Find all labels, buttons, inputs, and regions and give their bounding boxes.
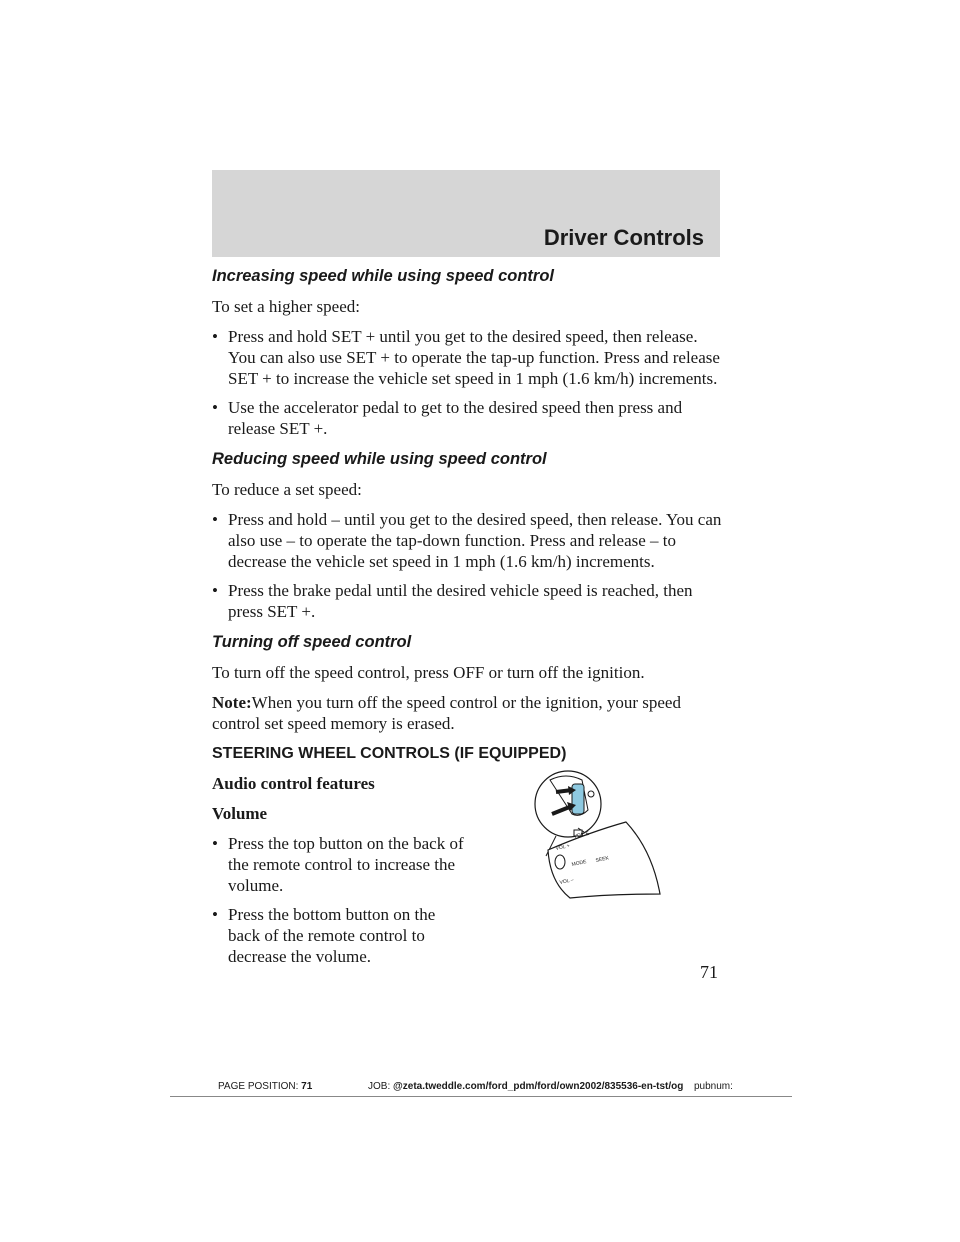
list-item: • Use the accelerator pedal to get to the desired speed then press and release SET +. <box>212 398 683 438</box>
heading-turning-off: Turning off speed control <box>212 633 412 651</box>
heading-reducing-speed: Reducing speed while using speed control <box>212 450 547 468</box>
note-text: When you turn off the speed control or the ignition, your speed control set speed memory is erased. <box>212 693 681 733</box>
seek-label: SEEK <box>595 855 610 864</box>
bullet-icon: • <box>212 327 218 346</box>
note-paragraph <box>212 692 722 734</box>
heading-increasing-speed: Increasing speed while using speed control <box>212 267 554 285</box>
heading-steering-wheel-controls: STEERING WHEEL CONTROLS (IF EQUIPPED) <box>212 745 567 762</box>
mode-button-icon <box>555 855 565 869</box>
list-item: • Press the bottom button on the back of the remote control to decrease the volume. <box>212 905 436 966</box>
job-id: JOB: @zeta.tweddle.com/ford_pdm/ford/own2002/835536-en-tst/og <box>368 1081 684 1092</box>
list-item: • Press and hold – until you get to the desired speed, then release. You can also use – to operate the tap-down function. Press and release – to decrease the vehicle set speed in 1 mph (1.6 km/h) increments. <box>212 510 722 571</box>
voice-label: VOICE <box>573 830 590 840</box>
vol-up-label: VOL + <box>555 843 571 852</box>
volume-heading: Volume <box>212 804 268 823</box>
footer-divider <box>170 1096 792 1097</box>
header-band <box>212 170 720 257</box>
pubnum: pubnum: <box>694 1081 733 1092</box>
reducing-list <box>212 509 722 622</box>
audio-control-heading: Audio control features <box>212 774 375 793</box>
turning-off-text: To turn off the speed control, press OFF or turn off the ignition. <box>212 663 645 682</box>
page-number: 71 <box>700 962 718 982</box>
increasing-list <box>212 326 722 439</box>
reducing-intro: To reduce a set speed: <box>212 480 362 499</box>
page-position: PAGE POSITION: 71 <box>218 1081 313 1092</box>
list-item: • Press and hold SET + until you get to the desired speed, then release. You can also use SET + to operate the tap-up function. Press and release SET + to increase the vehicle set speed in 1 mph (1.6 km/h) increments. <box>212 327 720 388</box>
volume-list <box>212 833 470 967</box>
bullet-icon: • <box>212 581 218 600</box>
bullet-icon: • <box>212 905 218 924</box>
bullet-icon: • <box>212 834 218 853</box>
increasing-intro: To set a higher speed: <box>212 297 360 316</box>
vol-down-label: VOL – <box>559 877 575 886</box>
mode-label: MODE <box>571 858 588 868</box>
list-item: • Press the brake pedal until the desired vehicle speed is reached, then press SET +. <box>212 581 693 621</box>
section-title: Driver Controls <box>543 225 704 250</box>
steering-wheel-control-illustration <box>530 770 670 900</box>
magnified-view <box>535 771 601 837</box>
bullet-icon: • <box>212 510 218 529</box>
note-label: Note: <box>212 693 252 712</box>
list-item: • Press the top button on the back of the remote control to increase the volume. <box>212 834 464 895</box>
bullet-icon: • <box>212 398 218 417</box>
